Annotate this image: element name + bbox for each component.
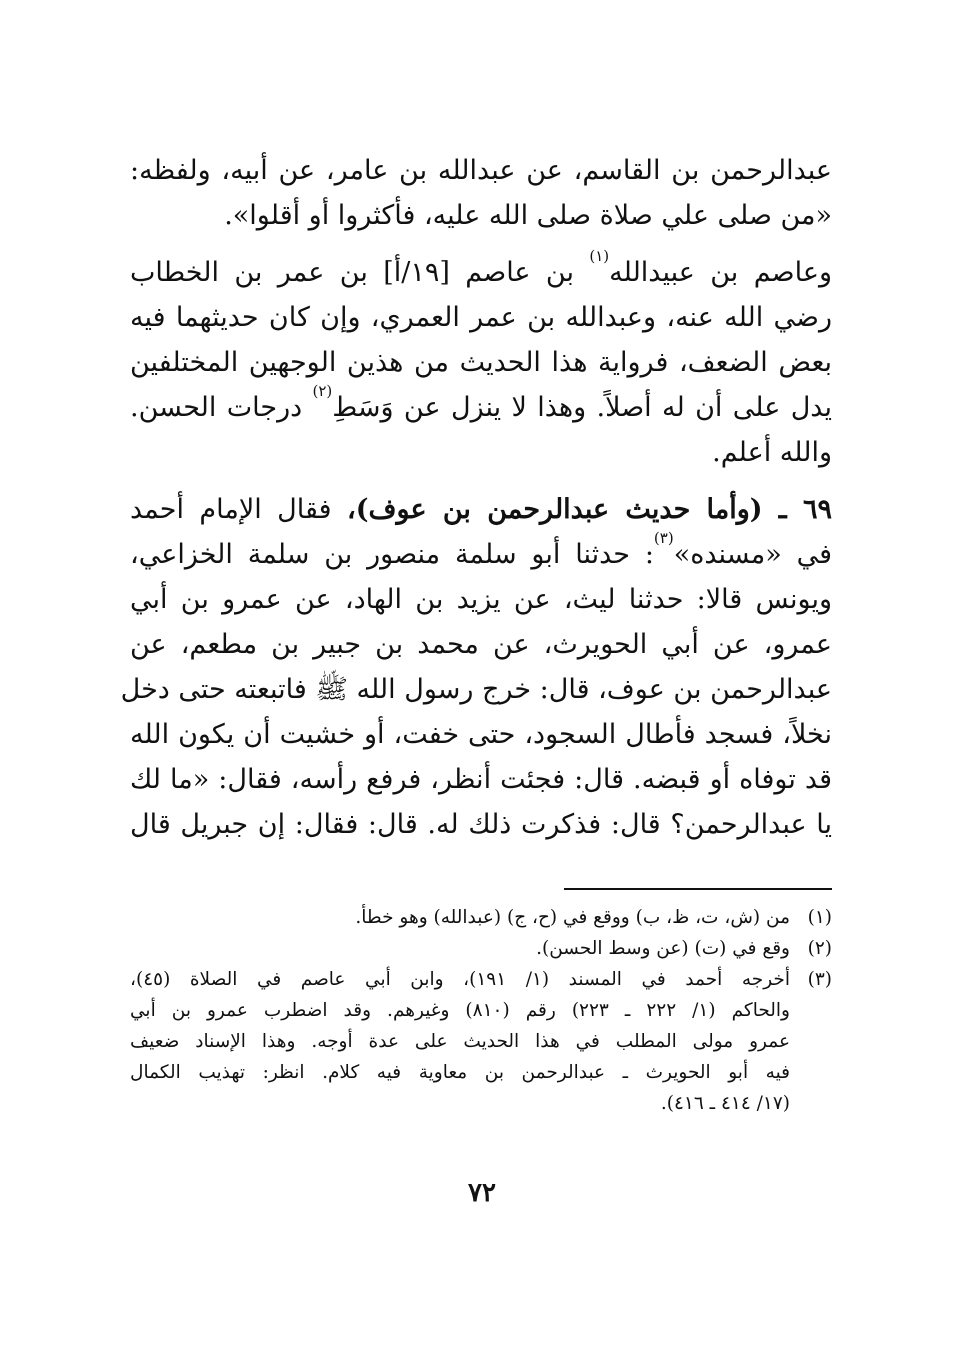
text-segment: : حدثنا أبو سلمة منصور بن سلمة الخزاعي،: [130, 539, 654, 570]
text-line: [130, 247, 832, 295]
text-line: عبدالرحمن بن عوف، قال: خرج رسول الله ﷺ فاتبعته حتى دخل: [120, 674, 832, 705]
footnote-number: (٣): [807, 969, 832, 990]
footnote-divider: [564, 888, 832, 890]
footnote-2: [130, 933, 832, 964]
footnote-line: وقع في (ت) (عن وسط الحسن).: [536, 938, 790, 959]
footnote-1: [130, 902, 832, 933]
footnote-line: (١٧/ ٤١٤ ـ ٤١٦).: [660, 1093, 790, 1114]
hadith-heading: ٦٩ ـ (وأما حديث عبدالرحمن بن عوف)،: [347, 494, 832, 525]
text-segment: يدل على أن له أصلاً. وهذا لا ينزل عن وَسَطِ: [332, 392, 832, 423]
text-line: [130, 529, 833, 577]
text-line: يا عبدالرحمن؟ قال: فذكرت ذلك له. قال: فقال: إن جبريل قال: [130, 809, 832, 840]
text-segment: وعاصم بن عبيدالله: [609, 257, 832, 288]
footnote-number: (٢): [807, 938, 832, 959]
text-segment: في «مسنده»: [673, 539, 833, 570]
footnote-text: [130, 933, 790, 964]
text-line: [130, 382, 832, 430]
footnote-ref-2: (٢): [312, 382, 333, 400]
footnote-ref-1: (١): [589, 247, 610, 265]
text-line: عمرو، عن أبي الحويرث، عن محمد بن جبير بن مطعم، عن: [130, 629, 832, 660]
text-segment: بن عاصم [١٩/أ] بن عمر بن الخطاب: [130, 257, 590, 288]
paragraph-3: [120, 487, 833, 847]
footnotes: [130, 902, 832, 1119]
page-number: ٧٢: [468, 1178, 496, 1208]
footnote-text: [130, 964, 790, 1119]
text-line: ويونس قالا: حدثنا ليث، عن يزيد بن الهاد، عن عمرو بن أبي: [130, 584, 832, 615]
footnote-3: [130, 964, 832, 1119]
footnote-line: فيه أبو الحويرث ـ عبدالرحمن بن معاوية فيه كلام. انظر: تهذيب الكمال: [130, 1062, 790, 1083]
footnote-text: [130, 902, 790, 933]
text-segment: درجات الحسن.: [130, 392, 313, 423]
text-line: والله أعلم.: [712, 437, 832, 468]
text-line: رضي الله عنه، وعبدالله بن عمر العمري، وإن كان حديثهما فيه: [130, 302, 832, 333]
footnote-number: (١): [807, 907, 832, 928]
footnote-ref-3: (٣): [653, 529, 674, 547]
footnote-line: من (ش، ت، ظ، ب) ووقع في (ح، ج) (عبدالله) وهو خطأ.: [355, 907, 790, 928]
main-text: [120, 148, 833, 847]
paragraph-1: [130, 148, 832, 238]
footnote-line: والحاكم (١/ ٢٢٢ ـ ٢٢٣) رقم (٨١٠) وغيرهم. وقد اضطرب عمرو بن أبي: [130, 1000, 790, 1021]
text-line: قد توفاه أو قبضه. قال: فجئت أنظر، فرفع رأسه، فقال: «ما لك: [130, 764, 832, 795]
text-line: بعض الضعف، فرواية هذا الحديث من هذين الوجهين المختلفين: [130, 347, 832, 378]
text-line: عبدالرحمن بن القاسم، عن عبدالله بن عامر، عن أبيه، ولفظه:: [130, 155, 832, 186]
text-line: نخلاً، فسجد فأطال السجود، حتى خفت، أو خشيت أن يكون الله: [130, 719, 832, 750]
footnote-line: أخرجه أحمد في المسند (١/ ١٩١)، وابن أبي عاصم في الصلاة (٤٥)،: [130, 969, 790, 990]
text-segment: فقال الإمام أحمد: [130, 494, 348, 525]
text-line: «من صلى علي صلاة صلى الله عليه، فأكثروا أو أقلوا».: [224, 200, 832, 231]
text-line: [130, 487, 832, 532]
paragraph-2: [130, 247, 832, 475]
footnote-line: عمرو مولى المطلب في هذا الحديث على عدة أوجه. وهذا الإسناد ضعيف: [130, 1031, 790, 1052]
